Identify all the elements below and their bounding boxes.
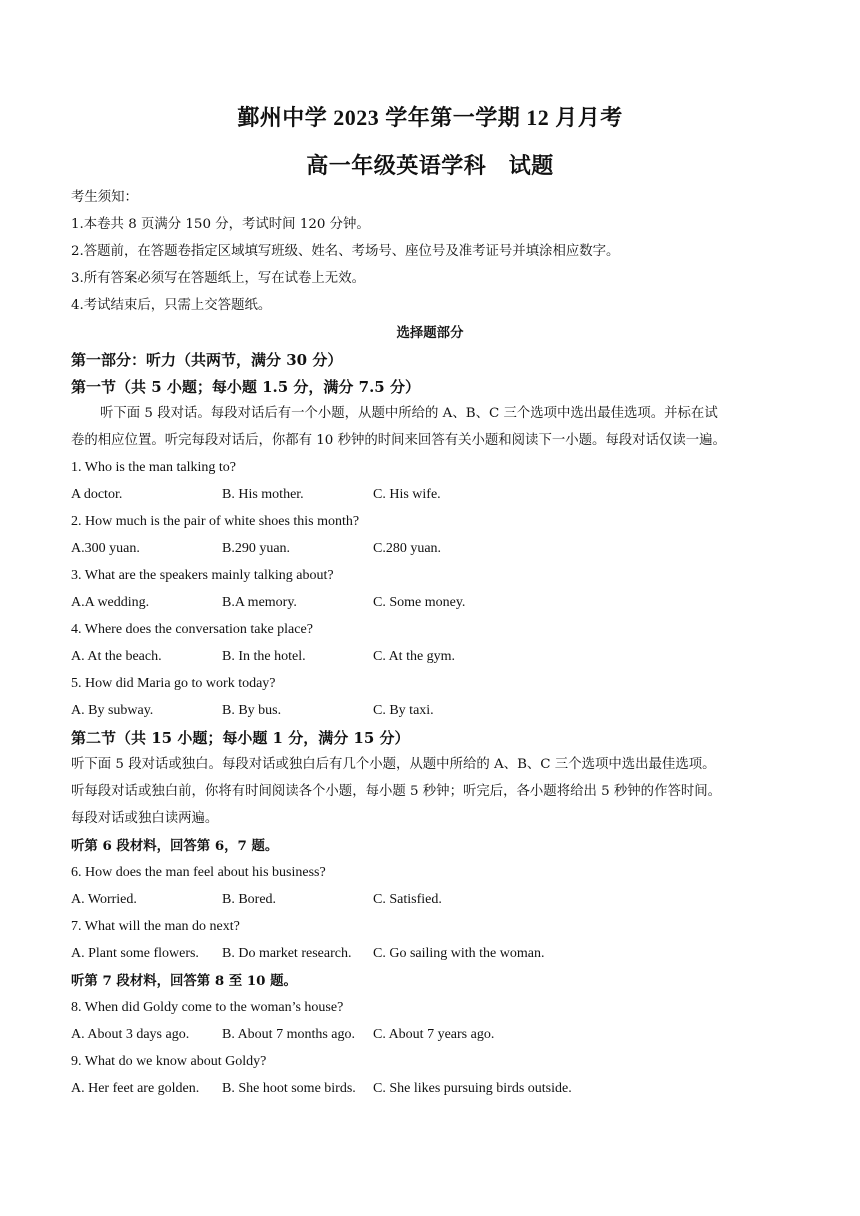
material-7-heading: 听第 7 段材料，回答第 8 至 10 题。 bbox=[71, 973, 297, 989]
material-6-heading: 听第 6 段材料，回答第 6，7 题。 bbox=[71, 838, 279, 854]
q9-option-c: C. She likes pursuing birds outside. bbox=[373, 1081, 572, 1096]
q1-option-c: C. His wife. bbox=[373, 487, 441, 502]
q7-option-b: B. Do market research. bbox=[222, 946, 352, 961]
notice-item: 3.所有答案必须写在答题纸上，写在试卷上无效。 bbox=[71, 271, 365, 286]
q2-option-a: A.300 yuan. bbox=[71, 541, 140, 556]
q7-option-c: C. Go sailing with the woman. bbox=[373, 946, 545, 961]
sec2-title: 第二节（共 15 小题；每小题 1 分，满分 15 分） bbox=[71, 729, 410, 747]
question-1: 1. Who is the man talking to? bbox=[71, 460, 236, 475]
question-6: 6. How does the man feel about his business? bbox=[71, 865, 326, 880]
q7-option-a: A. Plant some flowers. bbox=[71, 946, 199, 961]
q4-option-b: B. In the hotel. bbox=[222, 649, 306, 664]
question-9: 9. What do we know about Goldy? bbox=[71, 1054, 267, 1069]
question-4: 4. Where does the conversation take place? bbox=[71, 622, 313, 637]
notice-item: 4.考试结束后，只需上交答题纸。 bbox=[71, 298, 272, 313]
sec2-instructions-line1: 听下面 5 段对话或独白。每段对话或独白后有几个小题，从题中所给的 A、B、C 三个选项中选出最佳选项。 bbox=[71, 757, 716, 772]
q5-option-b: B. By bus. bbox=[222, 703, 282, 718]
question-5: 5. How did Maria go to work today? bbox=[71, 676, 276, 691]
question-7: 7. What will the man do next? bbox=[71, 919, 240, 934]
q1-option-a: A doctor. bbox=[71, 487, 123, 502]
notice-item: 2.答题前，在答题卷指定区域填写班级、姓名、考场号、座位号及准考证号并填涂相应数字。 bbox=[71, 244, 620, 259]
q4-option-a: A. At the beach. bbox=[71, 649, 162, 664]
q9-option-b: B. She hoot some birds. bbox=[222, 1081, 356, 1096]
notice-item: 1.本卷共 8 页满分 150 分，考试时间 120 分钟。 bbox=[71, 217, 370, 232]
sec1-instructions-line2: 卷的相应位置。听完每段对话后，你都有 10 秒钟的时间来回答有关小题和阅读下一小题。每段对话仅读一遍。 bbox=[71, 433, 726, 448]
exam-title: 鄞州中学 2023 学年第一学期 12 月月考 bbox=[237, 105, 623, 130]
section-title: 选择题部分 bbox=[396, 325, 464, 341]
q1-option-b: B. His mother. bbox=[222, 487, 304, 502]
q2-option-c: C.280 yuan. bbox=[373, 541, 442, 556]
q8-option-c: C. About 7 years ago. bbox=[373, 1027, 495, 1042]
sec2-instructions-line2: 听每段对话或独白前，你将有时间阅读各个小题，每小题 5 秒钟；听完后，各小题将给出 5 秒钟的作答时间。 bbox=[71, 784, 722, 799]
exam-subtitle: 高一年级英语学科 试题 bbox=[306, 153, 554, 178]
q6-option-c: C. Satisfied. bbox=[373, 892, 442, 907]
sec1-instructions-line1: 听下面 5 段对话。每段对话后有一个小题，从题中所给的 A、B、C 三个选项中选出最佳选项。并标在试 bbox=[100, 406, 718, 421]
question-3: 3. What are the speakers mainly talking about? bbox=[71, 568, 334, 583]
sec1-title: 第一节（共 5 小题；每小题 1.5 分，满分 7.5 分） bbox=[71, 378, 420, 396]
q6-option-b: B. Bored. bbox=[222, 892, 277, 907]
q6-option-a: A. Worried. bbox=[71, 892, 137, 907]
q2-option-b: B.290 yuan. bbox=[222, 541, 291, 556]
notice-heading: 考生须知： bbox=[71, 190, 138, 205]
q9-option-a: A. Her feet are golden. bbox=[71, 1081, 200, 1096]
q8-option-a: A. About 3 days ago. bbox=[71, 1027, 190, 1042]
q4-option-c: C. At the gym. bbox=[373, 649, 456, 664]
q5-option-c: C. By taxi. bbox=[373, 703, 434, 718]
sec2-instructions-line3: 每段对话或独白读两遍。 bbox=[71, 811, 219, 826]
q5-option-a: A. By subway. bbox=[71, 703, 154, 718]
part1-title: 第一部分：听力（共两节，满分 30 分） bbox=[71, 351, 343, 369]
question-8: 8. When did Goldy come to the woman’s house? bbox=[71, 1000, 344, 1015]
q3-option-b: B.A memory. bbox=[222, 595, 297, 610]
q3-option-a: A.A wedding. bbox=[71, 595, 150, 610]
q8-option-b: B. About 7 months ago. bbox=[222, 1027, 356, 1042]
q3-option-c: C. Some money. bbox=[373, 595, 466, 610]
question-2: 2. How much is the pair of white shoes this month? bbox=[71, 514, 360, 529]
